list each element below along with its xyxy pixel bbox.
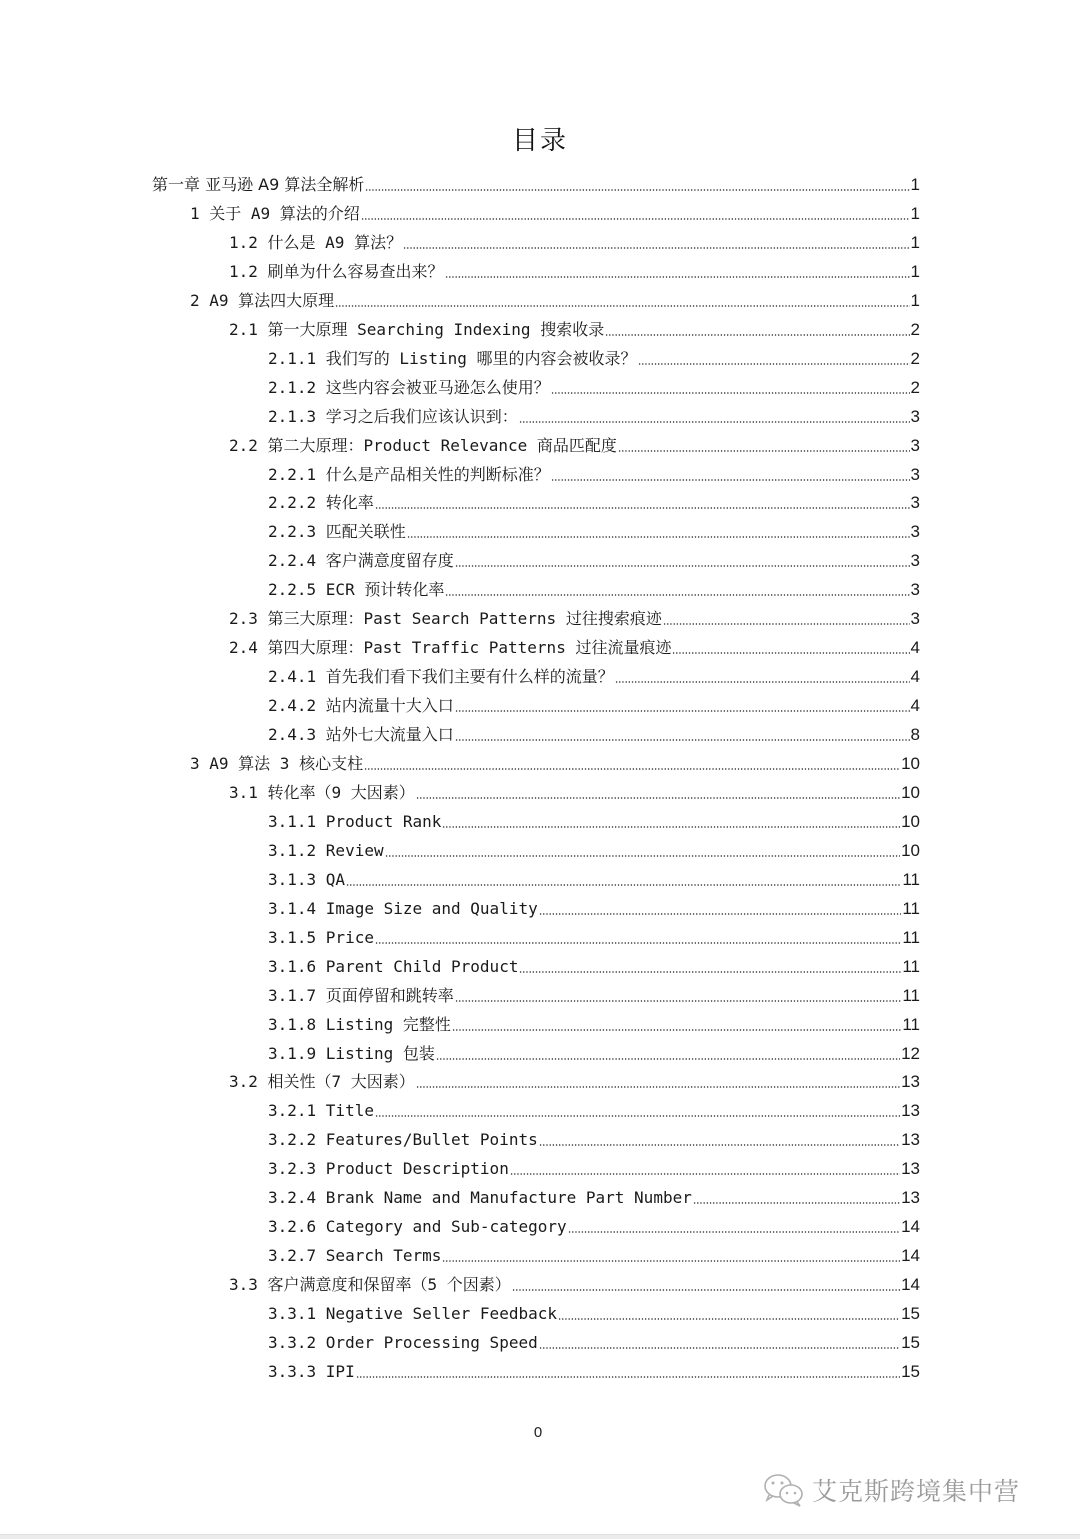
dot-leader [615, 662, 910, 691]
toc-entry-page: 4 [910, 696, 920, 716]
page-number: 0 [533, 1424, 543, 1441]
dot-leader [455, 981, 902, 1010]
toc-entry-page: 3 [910, 464, 920, 484]
toc-entry-page: 11 [902, 1014, 920, 1034]
dot-leader [375, 1096, 900, 1125]
toc-entry-page: 10 [901, 782, 920, 802]
dot-leader [663, 604, 910, 633]
toc-entry-label: 2.2 第二大原理：Product Relevance 商品匹配度 [229, 435, 617, 455]
toc-entry-label: 3.1.3 QA [268, 869, 346, 889]
toc-entry[interactable] [190, 286, 920, 315]
dot-leader [693, 1183, 900, 1212]
toc-entry-label: 2.1.3 学习之后我们应该认识到： [268, 406, 518, 426]
toc-entry-label: 2.1 第一大原理 Searching Indexing 搜索收录 [229, 319, 605, 339]
toc-entry-label: 3.1 转化率（9 大因素） [229, 782, 415, 802]
toc-entry-page: 1 [910, 175, 920, 194]
toc-entry-page: 13 [901, 1130, 920, 1150]
toc-entry[interactable] [268, 373, 920, 402]
toc-entry-page: 11 [902, 869, 920, 889]
toc-entry[interactable] [268, 1241, 920, 1270]
toc-entry-page: 11 [902, 927, 920, 947]
toc-entry-label: 3.1.2 Review [268, 840, 384, 860]
toc-entry-page: 3 [910, 609, 920, 629]
toc-entry-page: 13 [901, 1072, 920, 1092]
wechat-icon [762, 1472, 806, 1508]
toc-entry-label: 3.1.8 Listing 完整性 [268, 1014, 451, 1034]
toc-entry-page: 1 [910, 290, 920, 310]
toc-entry[interactable] [268, 1357, 920, 1386]
toc-entry-page: 4 [910, 667, 920, 687]
toc-entry-page: 11 [902, 898, 920, 918]
toc-entry-page: 13 [901, 1101, 920, 1121]
toc-entry-page: 2 [910, 377, 920, 397]
toc-entry-page: 11 [902, 985, 920, 1005]
toc-entry[interactable] [152, 170, 920, 199]
toc-entry-label: 3.2.2 Features/Bullet Points [268, 1130, 538, 1150]
toc-entry[interactable] [229, 1067, 920, 1096]
watermark-text: 艾克斯跨境集中营 [812, 1477, 1021, 1506]
toc-entry-label: 2.3 第三大原理：Past Search Patterns 过往搜索痕迹 [229, 609, 662, 629]
toc-entry-label: 2.4.3 站外七大流量入口 [268, 725, 454, 745]
toc-entry[interactable] [229, 315, 920, 344]
toc-entry[interactable] [268, 1328, 920, 1357]
toc-entry-label: 2.2.4 客户满意度留存度 [268, 551, 454, 571]
toc-entry-label: 3.3.1 Negative Seller Feedback [268, 1304, 557, 1324]
toc-entry-label: 2.4 第四大原理：Past Traffic Patterns 过往流量痕迹 [229, 638, 672, 658]
toc-entry[interactable] [268, 662, 920, 691]
toc-entry-page: 10 [901, 811, 920, 831]
toc-entry-page: 15 [901, 1304, 920, 1324]
toc-entry-label: 3.1.5 Price [268, 927, 374, 947]
toc-entry[interactable] [268, 894, 920, 923]
toc-entry-label: 第一章 亚马逊 A9 算法全解析 [152, 175, 365, 194]
toc-entry[interactable] [268, 981, 920, 1010]
toc-entry-page: 3 [910, 551, 920, 571]
dot-leader [375, 923, 901, 952]
dot-leader [551, 460, 910, 489]
toc-entry-page: 3 [910, 406, 920, 426]
toc-entry-page: 14 [901, 1246, 920, 1266]
toc-entry[interactable] [229, 228, 920, 257]
toc-entry-page: 14 [901, 1275, 920, 1295]
dot-leader [445, 257, 910, 286]
toc-entry-page: 2 [910, 319, 920, 339]
toc-entry-label: 3.2.3 Product Description [268, 1159, 509, 1179]
toc-entry-label: 3.1.1 Product Rank [268, 811, 442, 831]
toc-entry-page: 1 [910, 232, 920, 252]
dot-leader [361, 199, 910, 228]
dot-leader [385, 836, 900, 865]
dot-leader [510, 1154, 900, 1183]
dot-leader [618, 431, 910, 460]
dot-leader [375, 488, 910, 517]
dot-leader [455, 691, 910, 720]
dot-leader [416, 1067, 900, 1096]
dot-leader [442, 1241, 900, 1270]
toc-title: 目录 [511, 126, 568, 156]
dot-leader [346, 865, 901, 894]
toc-entry-label: 3.3.2 Order Processing Speed [268, 1333, 538, 1352]
toc-entry-label: 3.1.4 Image Size and Quality [268, 898, 538, 918]
dot-leader [365, 170, 909, 199]
toc-entry-page: 11 [902, 956, 920, 976]
watermark [762, 1472, 1020, 1508]
toc-entry-label: 3.1.6 Parent Child Product [268, 956, 519, 976]
toc-entry[interactable] [268, 517, 920, 546]
toc-entry-page: 15 [901, 1333, 920, 1352]
toc-entry[interactable] [229, 431, 920, 460]
dot-leader [356, 1357, 900, 1386]
toc-entry-label: 3.2 相关性（7 大因素） [229, 1072, 415, 1092]
dot-leader [416, 778, 900, 807]
toc-entry[interactable] [268, 1154, 920, 1183]
toc-entry[interactable] [268, 923, 920, 952]
dot-leader [539, 1125, 900, 1154]
dot-leader [551, 373, 910, 402]
toc-entry-page: 1 [910, 261, 920, 281]
toc-entry[interactable] [229, 257, 920, 286]
toc-entry-page: 10 [901, 840, 920, 860]
dot-leader [519, 402, 910, 431]
toc-entry-page: 8 [910, 725, 920, 745]
dot-leader [512, 1270, 900, 1299]
toc-entry-page: 3 [910, 435, 920, 455]
toc-entry-label: 1.2 刷单为什么容易查出来？ [229, 261, 444, 281]
toc-entry-page: 2 [910, 348, 920, 368]
dot-leader [442, 807, 900, 836]
toc-entry-page: 15 [901, 1361, 920, 1381]
dot-leader [445, 575, 909, 604]
dot-leader [452, 1010, 901, 1039]
toc-entry-label: 2.2.1 什么是产品相关性的判断标准？ [268, 464, 550, 484]
toc-entry-label: 2.2.2 转化率 [268, 493, 374, 513]
dot-leader [558, 1299, 900, 1328]
toc-entry-label: 3.2.7 Search Terms [268, 1246, 442, 1266]
toc-entry[interactable] [268, 691, 920, 720]
toc-entry-label: 2 A9 算法四大原理 [190, 290, 335, 310]
toc-entry-label: 3.2.1 Title [268, 1101, 374, 1121]
toc-entry-page: 1 [910, 203, 920, 223]
bottom-border [0, 1534, 1080, 1539]
dot-leader [436, 1039, 900, 1068]
toc-entry-page: 4 [910, 638, 920, 658]
toc-entry[interactable] [268, 952, 920, 981]
toc-entry[interactable] [190, 749, 920, 778]
toc-entry-page: 13 [901, 1188, 920, 1208]
toc-entry-label: 3.1.7 页面停留和跳转率 [268, 985, 454, 1005]
toc-entry-label: 2.1.2 这些内容会被亚马逊怎么使用？ [268, 377, 550, 397]
toc-entry[interactable] [268, 460, 920, 489]
toc-entry[interactable] [268, 865, 920, 894]
toc-entry[interactable] [268, 1125, 920, 1154]
toc-entry[interactable] [229, 604, 920, 633]
toc-entry[interactable] [229, 778, 920, 807]
dot-leader [403, 228, 909, 257]
toc-entry-label: 2.4.2 站内流量十大入口 [268, 696, 454, 716]
dot-leader [539, 894, 902, 923]
toc-entry-label: 1 关于 A9 算法的介绍 [190, 203, 360, 223]
toc-entry-label: 2.1.1 我们写的 Listing 哪里的内容会被收录？ [268, 348, 637, 368]
toc-entry-page: 10 [901, 754, 920, 773]
toc-entry-label: 3 A9 算法 3 核心支柱 [190, 754, 364, 773]
toc-entry[interactable] [268, 1010, 920, 1039]
toc-entry-page: 13 [901, 1159, 920, 1179]
toc-entry-page: 14 [901, 1217, 920, 1237]
toc-entry[interactable] [268, 1299, 920, 1328]
toc-entry[interactable] [229, 1270, 920, 1299]
toc-entry-label: 3.3.3 IPI [268, 1361, 355, 1381]
toc-entry-label: 3.2.4 Brank Name and Manufacture Part Number [268, 1188, 692, 1208]
toc-entry-label: 2.2.3 匹配关联性 [268, 522, 406, 542]
toc-entry-page: 3 [910, 580, 920, 600]
dot-leader [455, 720, 910, 749]
toc-entry-label: 2.4.1 首先我们看下我们主要有什么样的流量？ [268, 667, 614, 687]
toc-entry-label: 3.3 客户满意度和保留率（5 个因素） [229, 1275, 511, 1295]
dot-leader [638, 344, 910, 373]
toc-entry[interactable] [268, 1039, 920, 1068]
toc-entry[interactable] [229, 633, 920, 662]
toc-entry[interactable] [268, 1183, 920, 1212]
toc-entry-label: 3.1.9 Listing 包装 [268, 1043, 435, 1063]
toc-entry[interactable] [268, 836, 920, 865]
toc-entry[interactable] [268, 402, 920, 431]
toc-entry[interactable] [268, 1212, 920, 1241]
toc-entry[interactable] [268, 575, 920, 604]
toc-entry-label: 1.2 什么是 A9 算法？ [229, 232, 403, 252]
toc-entry[interactable] [268, 488, 920, 517]
dot-leader [407, 517, 910, 546]
dot-leader [335, 286, 909, 315]
toc-entry-label: 3.2.6 Category and Sub-category [268, 1217, 567, 1237]
toc-entry-page: 3 [910, 522, 920, 542]
toc-entry[interactable] [268, 720, 920, 749]
toc-entry-page: 3 [910, 493, 920, 513]
toc-entry[interactable] [268, 344, 920, 373]
dot-leader [539, 1328, 900, 1357]
toc-entry[interactable] [268, 1096, 920, 1125]
toc-entry[interactable] [190, 199, 920, 228]
toc-entry[interactable] [268, 546, 920, 575]
dot-leader [455, 546, 910, 575]
toc-entry-label: 2.2.5 ECR 预计转化率 [268, 580, 445, 600]
toc-entry[interactable] [268, 807, 920, 836]
toc-entry-page: 12 [901, 1043, 920, 1063]
dot-leader [568, 1212, 900, 1241]
dot-leader [364, 749, 900, 778]
dot-leader [519, 952, 901, 981]
dot-leader [672, 633, 909, 662]
dot-leader [605, 315, 909, 344]
